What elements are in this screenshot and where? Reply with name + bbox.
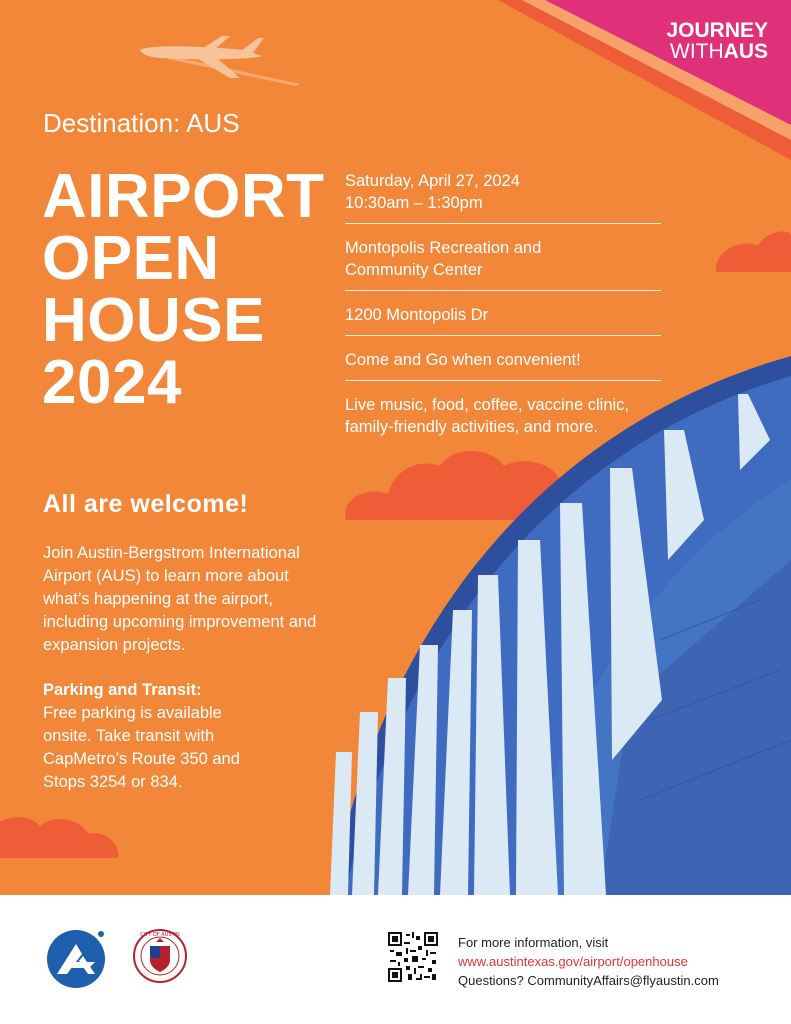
intro-line: including upcoming improvement and xyxy=(43,613,317,631)
badge-line-1: JOURNEY xyxy=(666,19,768,42)
activities-line-1: Live music, food, coffee, vaccine clinic, xyxy=(345,396,629,414)
badge-with: WITH xyxy=(670,40,724,63)
destination-tagline: Destination: AUS xyxy=(43,108,240,138)
activities-line-2: family-friendly activities, and more. xyxy=(345,418,599,436)
venue-line-2: Community Center xyxy=(345,261,483,279)
intro-line: Airport (AUS) to learn more about xyxy=(43,567,289,585)
footer-info xyxy=(458,933,719,990)
city-of-austin-seal-icon xyxy=(132,928,188,984)
parking-heading: Parking and Transit: xyxy=(43,681,202,699)
openhouse-link[interactable]: www.austintexas.gov/airport/openhouse xyxy=(458,954,688,969)
parking-section xyxy=(43,679,273,794)
parking-line: Free parking is available xyxy=(43,704,222,722)
questions-contact[interactable]: Questions? CommunityAffairs@flyaustin.com xyxy=(458,973,719,988)
parking-line: onsite. Take transit with xyxy=(43,727,215,745)
intro-line: what’s happening at the airport, xyxy=(43,590,273,608)
event-note: Come and Go when convenient! xyxy=(345,351,581,369)
title-line: HOUSE xyxy=(42,286,265,355)
intro-line: Join Austin-Bergstrom International xyxy=(43,544,300,562)
seal-text: CITY OF AUSTIN xyxy=(140,932,180,938)
page-title xyxy=(42,162,325,417)
note-row xyxy=(345,345,661,381)
aus-logo-icon xyxy=(45,928,107,990)
venue-line-1: Montopolis Recreation and xyxy=(345,239,542,257)
event-time: 10:30am – 1:30pm xyxy=(345,194,483,212)
intro-line: expansion projects. xyxy=(43,636,186,654)
title-line: OPEN xyxy=(42,224,220,293)
journey-with-aus-badge xyxy=(666,20,768,62)
address-row xyxy=(345,300,661,336)
parking-line: Stops 3254 or 834. xyxy=(43,773,183,791)
badge-line-2 xyxy=(666,41,768,62)
event-details xyxy=(345,166,661,456)
cloud-right xyxy=(716,231,791,272)
intro-paragraph xyxy=(43,542,353,657)
activities-row xyxy=(345,390,661,447)
airplane-icon xyxy=(140,36,300,86)
title-line: AIRPORT xyxy=(42,162,325,231)
event-date: Saturday, April 27, 2024 xyxy=(345,172,520,190)
badge-aus: AUS xyxy=(723,40,768,63)
venue-row xyxy=(345,233,661,291)
event-address: 1200 Montopolis Dr xyxy=(345,306,489,324)
info-label: For more information, visit xyxy=(458,935,609,950)
title-line: 2024 xyxy=(42,348,182,417)
date-time-row xyxy=(345,166,661,224)
qr-code-icon[interactable] xyxy=(388,932,438,982)
welcome-heading: All are welcome! xyxy=(43,490,249,518)
cloud-left xyxy=(0,817,118,858)
parking-line: CapMetro’s Route 350 and xyxy=(43,750,240,768)
